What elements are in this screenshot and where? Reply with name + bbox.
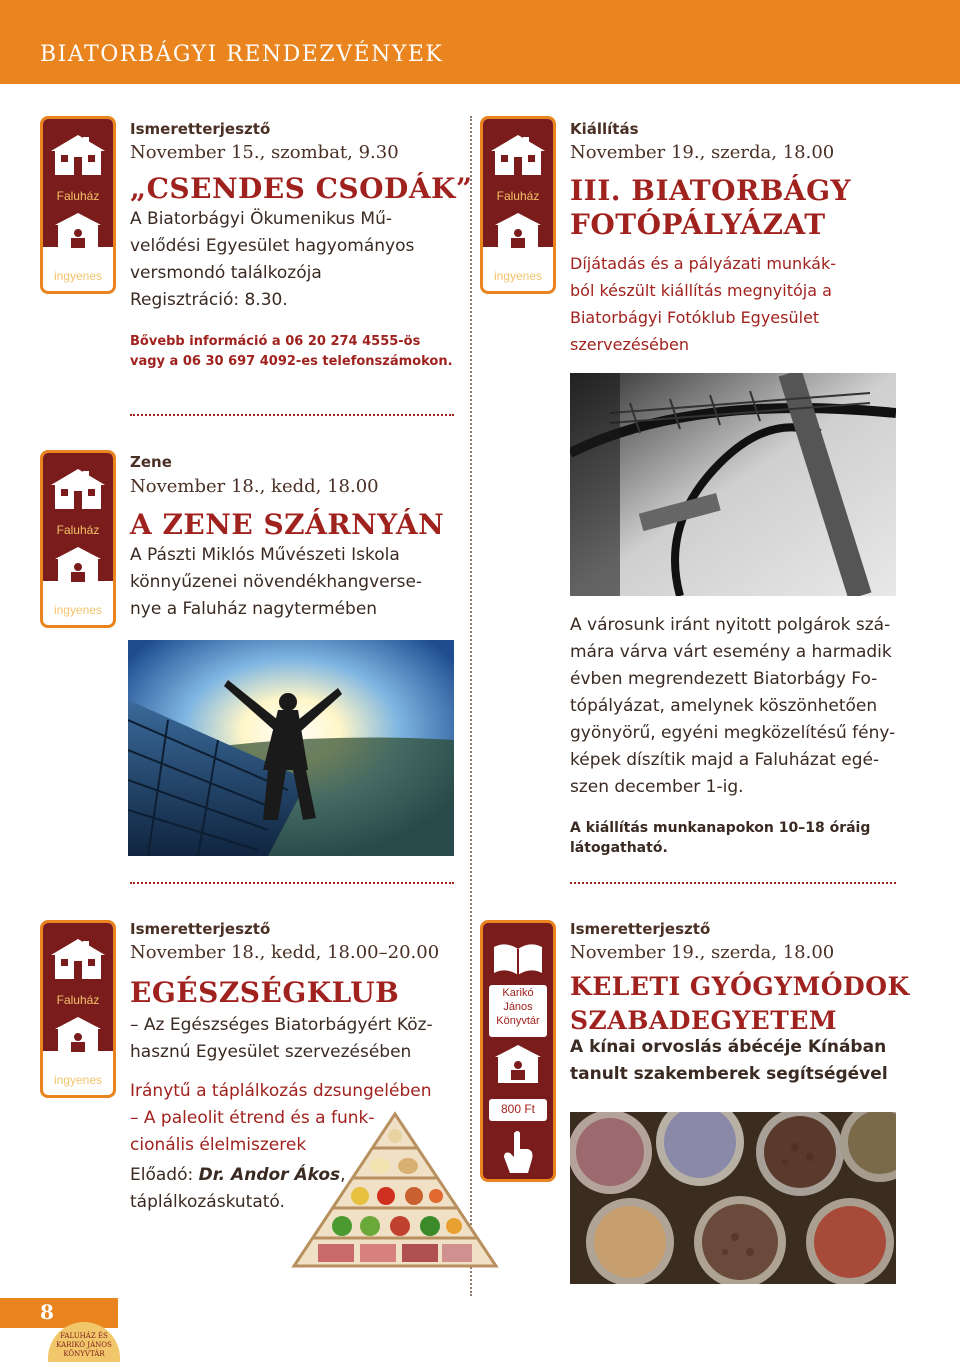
event2-note (570, 818, 870, 858)
herbs-photo (570, 1112, 896, 1284)
speaker-role: táplálkozáskutató. (130, 1192, 285, 1212)
venue-badge (480, 116, 556, 294)
event3-title: A ZENE SZÁRNYÁN (130, 508, 445, 541)
section-divider (570, 882, 896, 884)
event2-body-line: szen december 1-ig. (570, 777, 744, 797)
event3-desc (130, 542, 422, 623)
event2-body-line: mára várva várt esemény a harmadik (570, 642, 892, 662)
event4-talk-line: – A paleolit étrend és a funk- (130, 1108, 375, 1128)
event1-desc-line: versmondó találkozója (130, 263, 322, 283)
exhibition-photo (570, 373, 896, 596)
ticket-icon (55, 213, 101, 253)
event2-date: November 19., szerda, 18.00 (570, 142, 835, 163)
ticket-icon (495, 213, 541, 253)
event5-desc-line: tanult szakemberek segítségével (570, 1064, 888, 1084)
hand-icon (498, 1129, 538, 1177)
logo-text: FALUHÁZ ÉS KARIKÓ JÁNOS KÖNYVTÁR (56, 1332, 112, 1358)
speaker-suffix: , (340, 1165, 346, 1185)
event4-speaker (130, 1162, 346, 1216)
page-number: 8 (40, 1300, 54, 1324)
venue-badge (40, 920, 116, 1098)
price-label: ingyenes (493, 269, 543, 283)
event2-body-line: gyönyörű, egyéni megközelítésű fény- (570, 723, 896, 743)
event2-body-line: A városunk iránt nyitott polgárok szá- (570, 615, 891, 635)
event1-desc (130, 206, 414, 314)
event3-desc-line: könnyűzenei növendékhangverse- (130, 572, 423, 592)
event1-date: November 15., szombat, 9.30 (130, 142, 399, 163)
page-number-tab (0, 1298, 118, 1328)
event3-category: Zene (130, 453, 172, 471)
ticket-icon (55, 547, 101, 587)
event1-note-line: Bővebb információ a 06 20 274 4555-ös (130, 334, 421, 349)
event3-date: November 18., kedd, 18.00 (130, 476, 379, 497)
page-header (0, 0, 960, 84)
price-label: ingyenes (53, 269, 103, 283)
event2-title-line: III. BIATORBÁGY (570, 174, 852, 207)
event2-desc (570, 250, 836, 358)
ticket-icon (55, 1017, 101, 1057)
event2-note-line: A kiállítás munkanapokon 10–18 óráig (570, 820, 871, 836)
event1-note-line: vagy a 06 30 697 4092-es telefonszámokon. (130, 354, 453, 369)
event2-body-line: képek díszítik majd a Faluházat egé- (570, 750, 880, 770)
book-icon (490, 939, 546, 979)
faluhaz-logo (48, 1322, 120, 1362)
event5-desc-line: A kínai orvoslás ábécéje Kínában (570, 1037, 887, 1057)
event5-category: Ismeretterjesztő (570, 920, 711, 938)
event2-desc-line: Biatorbágyi Fotóklub Egyesület (570, 308, 820, 327)
venue-label: Faluház (56, 993, 100, 1007)
ticket-icon (495, 1045, 541, 1085)
house-icon (49, 937, 107, 981)
venue-label: Faluház (56, 523, 100, 537)
event2-body-line: tópályázat, amelynek köszönhetően (570, 696, 878, 716)
speaker-name: Dr. Andor Ákos (198, 1165, 341, 1185)
event2-note-line: látogatható. (570, 840, 668, 856)
event1-category: Ismeretterjesztő (130, 120, 271, 138)
library-label-3: Könyvtár (496, 1015, 540, 1027)
event3-desc-line: nye a Faluház nagytermében (130, 599, 378, 619)
event5-title-line: KELETI GYÓGYMÓDOK (570, 972, 910, 1001)
venue-badge (40, 450, 116, 628)
event2-category: Kiállítás (570, 120, 639, 138)
event4-desc-line: – Az Egészséges Biatorbágyért Köz- (130, 1015, 433, 1035)
event5-title (570, 970, 910, 1038)
event3-desc-line: A Pászti Miklós Művészeti Iskola (130, 545, 400, 565)
event2-title-line: FOTÓPÁLYÁZAT (570, 208, 826, 241)
speaker-prefix: Előadó: (130, 1165, 199, 1185)
event1-desc-line: Regisztráció: 8.30. (130, 290, 288, 310)
venue-label: Faluház (56, 189, 100, 203)
event1-desc-line: velődési Egyesület hagyományos (130, 236, 415, 256)
event2-title (570, 174, 851, 242)
event5-date: November 19., szerda, 18.00 (570, 942, 835, 963)
library-label-1: Karikó (502, 987, 534, 999)
concert-photo (128, 640, 454, 856)
event1-desc-line: A Biatorbágyi Ökumenikus Mű- (130, 209, 393, 229)
section-divider (130, 882, 454, 884)
house-icon (49, 133, 107, 177)
house-icon (49, 467, 107, 511)
header-title: BIATORBÁGYI RENDEZVÉNYEK (40, 42, 444, 67)
event2-desc-line: szervezésében (570, 335, 690, 354)
event4-title: EGÉSZSÉGKLUB (130, 976, 400, 1009)
event4-talk-line: cionális élelmiszerek (130, 1135, 307, 1155)
event2-desc-line: Díjátadás és a pályázati munkák- (570, 254, 837, 273)
event4-desc-line: hasznú Egyesület szervezésében (130, 1042, 412, 1062)
event5-title-line: SZABADEGYETEM (570, 1006, 838, 1035)
event1-note (130, 332, 453, 372)
library-label-2: János (503, 1001, 533, 1013)
event2-body (570, 612, 896, 801)
venue-badge (40, 116, 116, 294)
event2-desc-line: ból készült kiállítás megnyitója a (570, 281, 832, 300)
event5-desc (570, 1034, 888, 1088)
event4-category: Ismeretterjesztő (130, 920, 271, 938)
event1-title: „CSENDES CSODÁK” (130, 172, 473, 205)
house-icon (489, 133, 547, 177)
event4-date: November 18., kedd, 18.00–20.00 (130, 942, 440, 963)
venue-label: Faluház (496, 189, 540, 203)
event2-body-line: évben megrendezett Biatorbágy Fo- (570, 669, 878, 689)
section-divider (130, 414, 454, 416)
event4-talk-line: Iránytű a táplálkozás dzsungelében (130, 1081, 432, 1101)
price-label: ingyenes (53, 1073, 103, 1087)
price-label: 800 Ft (500, 1102, 536, 1116)
event4-desc (130, 1012, 433, 1066)
price-label: ingyenes (53, 603, 103, 617)
